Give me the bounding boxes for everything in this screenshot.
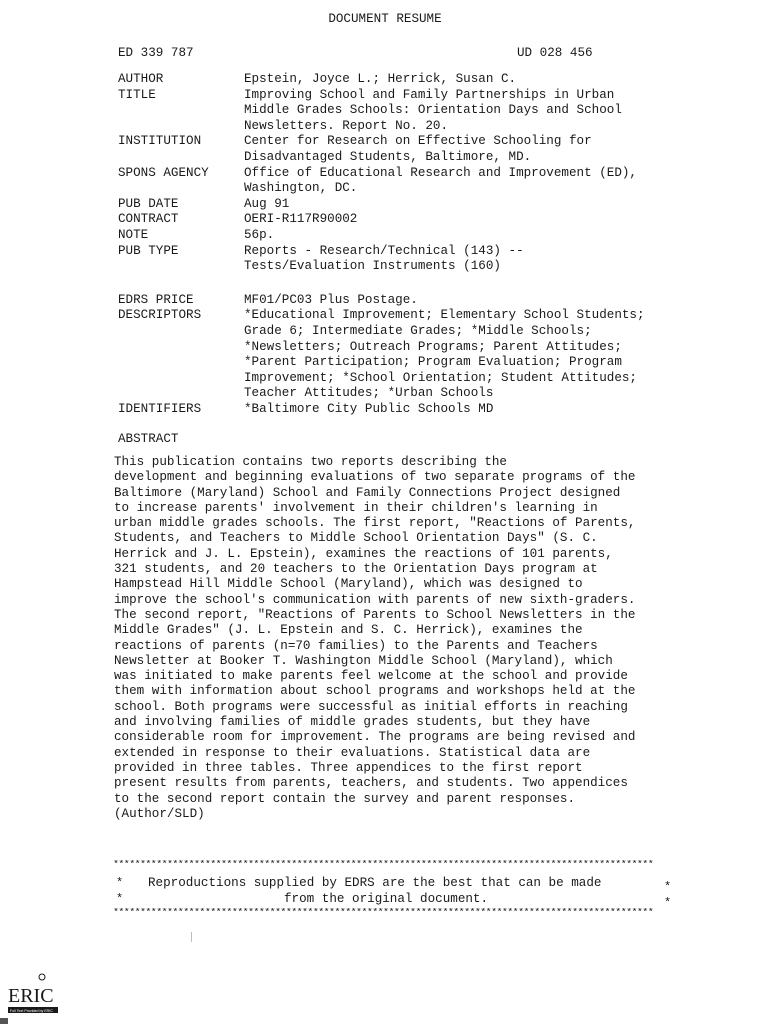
field-label: TITLE (118, 87, 156, 102)
scan-corner-mark (0, 1018, 8, 1024)
field-label: DESCRIPTORS (118, 308, 202, 323)
field-spons-agency (118, 166, 758, 197)
field-label: NOTE (118, 227, 149, 242)
field-identifiers (118, 402, 758, 418)
field-value: Center for Research on Effective Schooling for Disadvantaged Students, Baltimore, MD. (244, 134, 592, 164)
field-value: *Educational Improvement; Elementary School Students; Grade 6; Intermediate Grades; *Middle Schools; *Newsletters; Outreach Programs; Parent Attitudes; *Parent Participation; Program Evaluation; Program Improvement; *School Orientation; Student Attitudes; Teacher Attitudes; *Urban Schools (244, 308, 645, 401)
ud-number: UD 028 456 (517, 46, 593, 60)
reproduction-notice-line2: from the original document. (284, 892, 489, 906)
field-label: CONTRACT (118, 212, 179, 227)
abstract-text: This publication contains two reports describing the development and beginning evaluations of two separate programs of the Baltimore (Maryland) School and Family Connections Project designed to increase parents' involvement in their children's learning in urban middle grades schools. The first report, "Reactions of Parents, Students, and Teachers to Middle School Orientation Days" (S. C. Herrick and J. L. Epstein), examines the reactions of 101 parents, 321 students, and 20 teachers to the Orientation Days program at Hampstead Hill Middle School (Maryland), which was designed to improve the school's communication with parents of new sixth-graders. The second report, "Reactions of Parents to School Newsletters in the Middle Grades" (J. L. Epstein and S. C. Herrick), examines the reactions of parents (n=70 families) to the Parents and Teachers Newsletter at Booker T. Washington Middle School (Maryland), which was initiated to make parents feel welcome at the school and provide them with information about school programs and workshops held at the school. Both programs were successful as initial efforts in reaching and involving families of middle grades students, but they have considerable room for improvement. The programs are being revised and extended in response to their evaluations. Statistical data are provided in three tables. Three appendices to the first report present results from parents, teachers, and students. Two appendices to the second report contain the survey and parent responses. (Author/SLD) (114, 455, 636, 821)
field-label: PUB DATE (118, 196, 179, 211)
eric-logo-text: ERIC (8, 985, 54, 1007)
field-label: AUTHOR (118, 72, 164, 86)
field-value: Office of Educational Research and Improvement (ED), Washington, DC. (244, 165, 637, 196)
field-value: MF01/PC03 Plus Postage. (244, 292, 418, 307)
field-value: Aug 91 (244, 196, 290, 211)
field-value: 56p. (244, 227, 275, 242)
field-descriptors (118, 308, 758, 402)
field-label: INSTITUTION (118, 134, 202, 149)
field-note (118, 228, 758, 244)
field-label: SPONS AGENCY (118, 165, 209, 180)
star-border-bottom: **************************************************************************************************** (113, 908, 654, 919)
field-value: Reports - Research/Technical (143) -- Tests/Evaluation Instruments (160) (244, 243, 524, 274)
field-edrs-price (118, 293, 758, 309)
field-author (118, 72, 758, 88)
star-border-top: **************************************************************************************************** (113, 860, 654, 871)
field-pub-type (118, 244, 758, 275)
star-left: * (116, 892, 124, 906)
field-label: PUB TYPE (118, 243, 179, 258)
field-pub-date (118, 197, 758, 213)
field-value: Epstein, Joyce L.; Herrick, Susan C. (244, 72, 517, 86)
eric-logo-subtext: Full Text Provided by ERIC (10, 1009, 53, 1013)
field-label: IDENTIFIERS (118, 401, 202, 416)
ed-number: ED 339 787 (118, 46, 194, 60)
star-right: * (664, 880, 672, 894)
field-value: OERI-R117R90002 (244, 212, 358, 227)
field-institution (118, 134, 758, 165)
scan-mark (191, 932, 192, 942)
star-right: * (664, 896, 672, 910)
field-contract (118, 212, 758, 228)
document-title: DOCUMENT RESUME (328, 12, 442, 26)
eric-logo (6, 972, 60, 1016)
field-value: Improving School and Family Partnerships in Urban Middle Grades Schools: Orientation Days and School Newsletters. Report No. 20. (244, 87, 622, 133)
reproduction-notice-line1: Reproductions supplied by EDRS are the best that can be made (148, 876, 602, 890)
field-title (118, 88, 758, 135)
metadata-fields (118, 72, 758, 417)
star-left: * (116, 876, 124, 890)
field-label: EDRS PRICE (118, 292, 194, 307)
field-value: *Baltimore City Public Schools MD (244, 401, 494, 416)
abstract-label: ABSTRACT (118, 432, 179, 446)
